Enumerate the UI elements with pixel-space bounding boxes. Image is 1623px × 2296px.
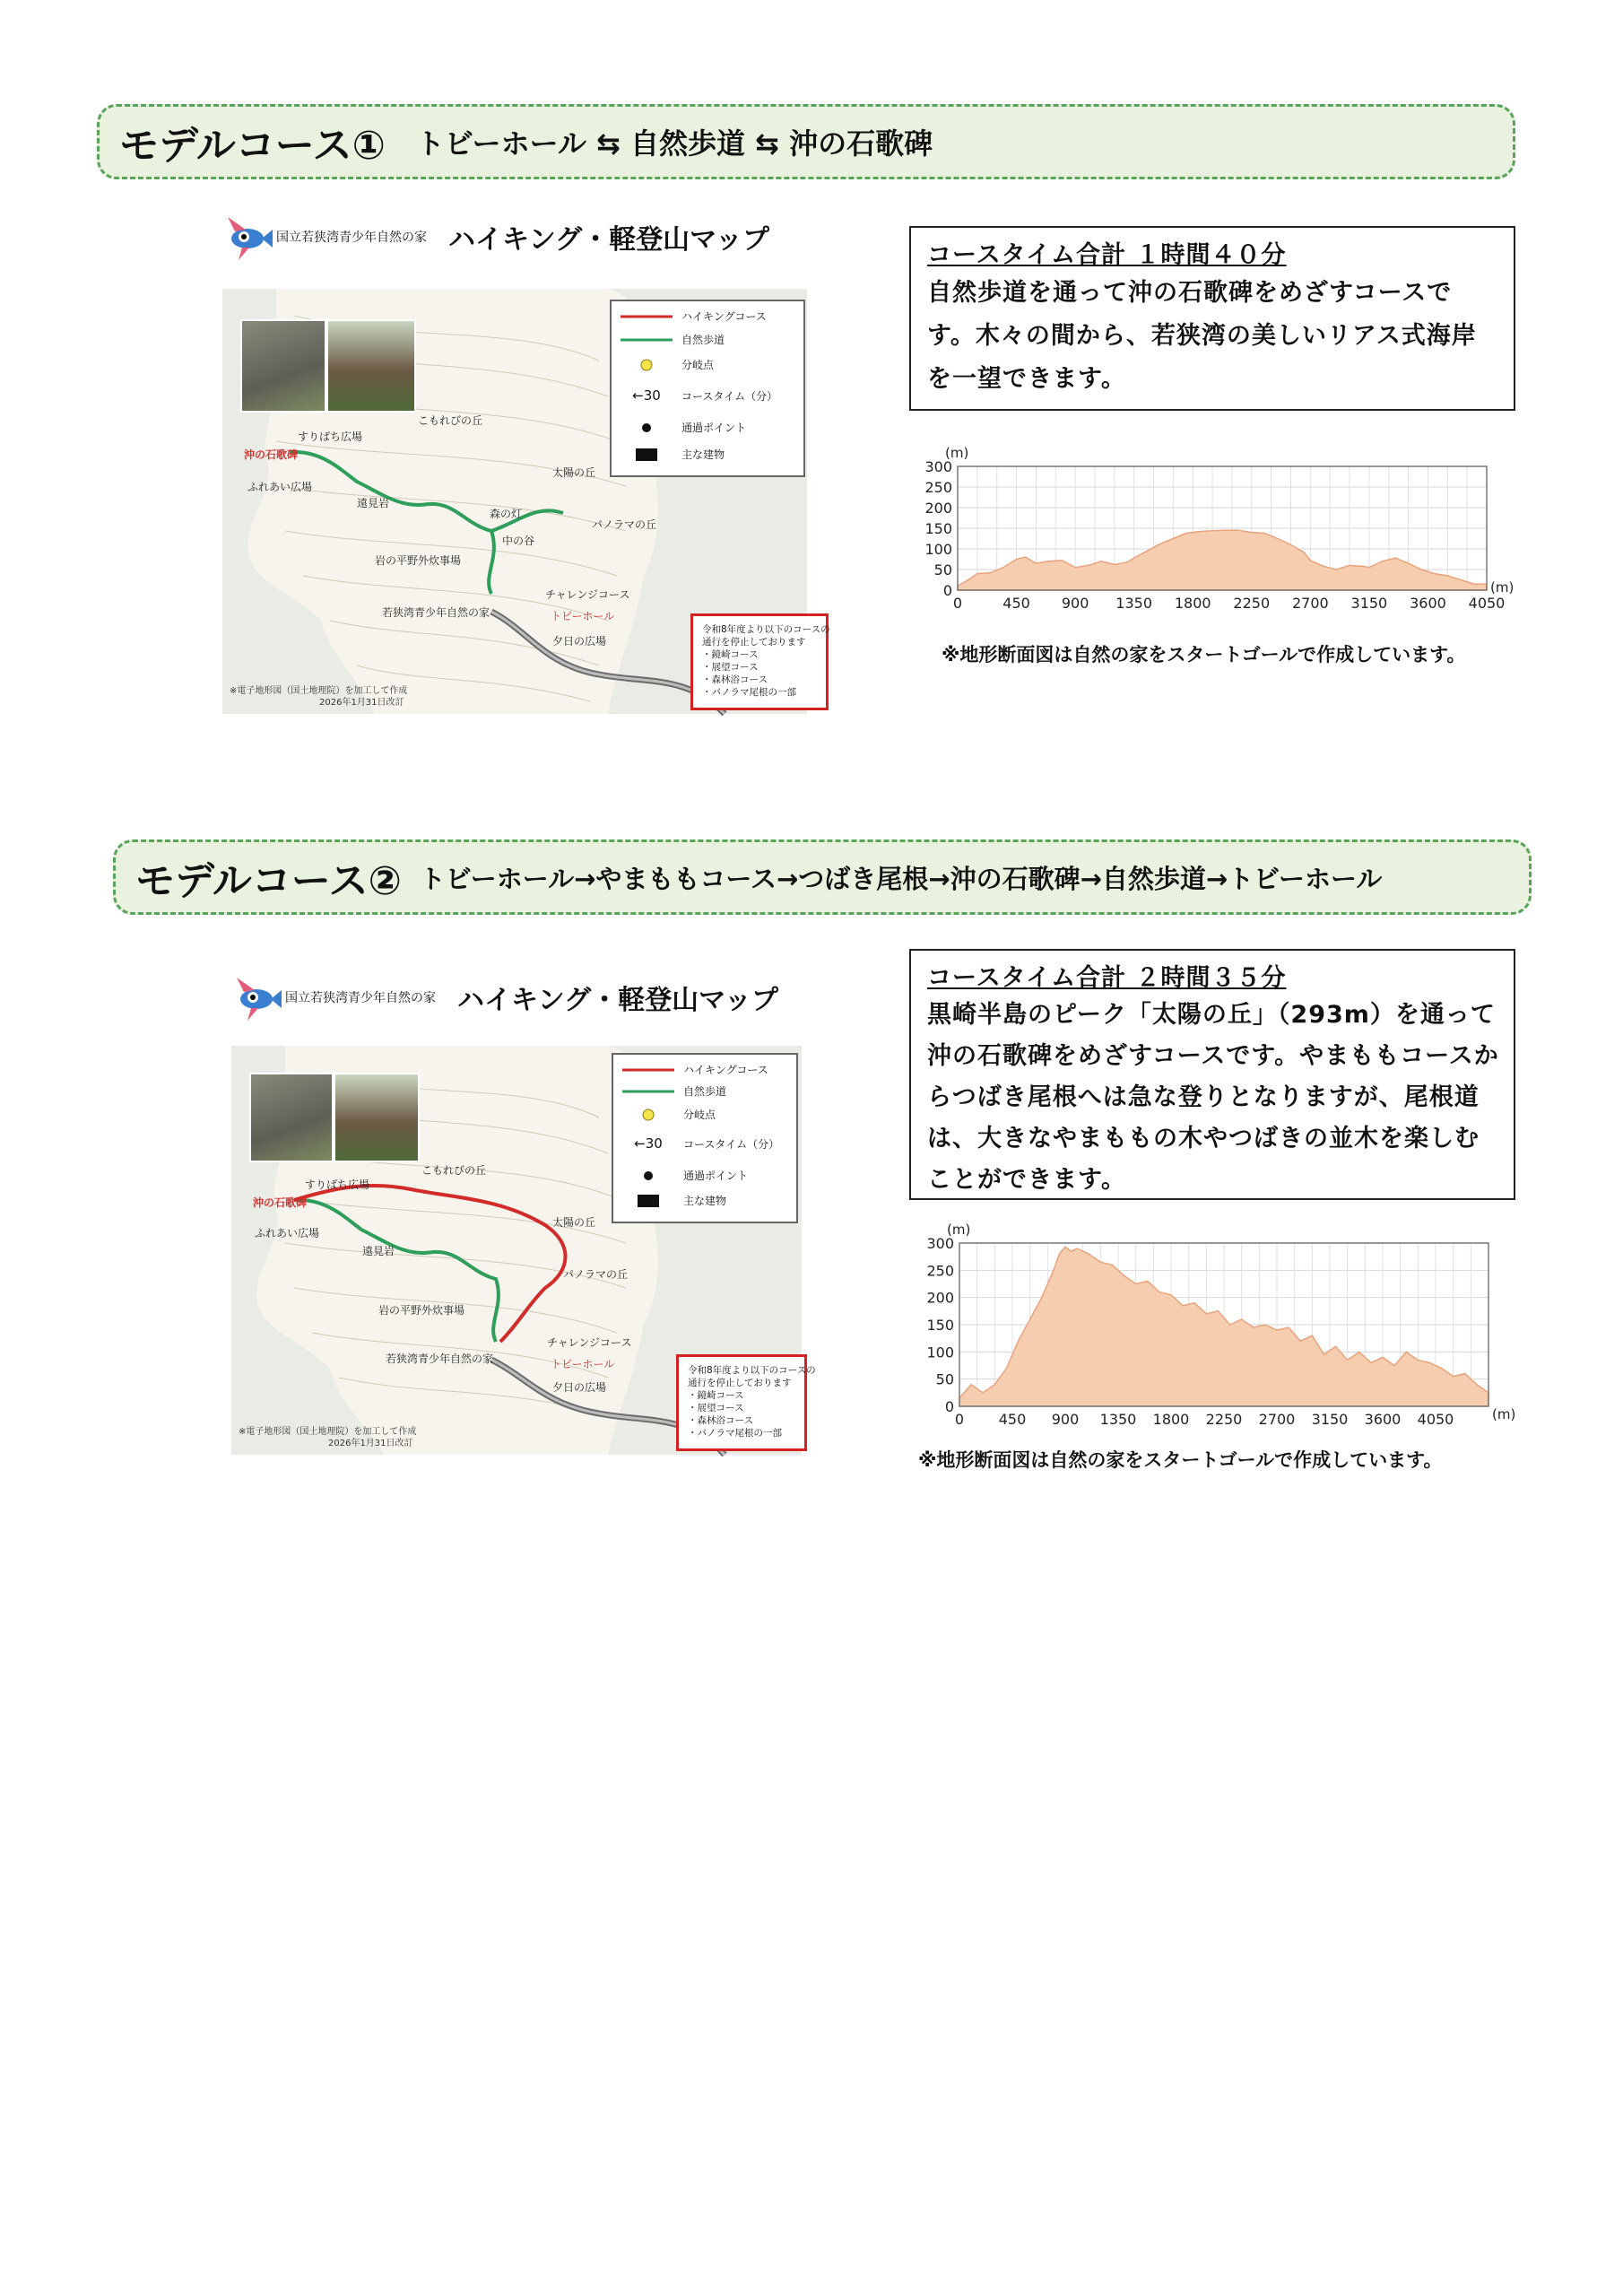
map-label-challenge: チャレンジコース [547, 1336, 632, 1349]
x-tick-label: 0 [952, 595, 963, 612]
map-label-fureai: ふれあい広場 [247, 481, 313, 493]
course2-time: コースタイム合計 ２時間３５分 [927, 964, 1287, 992]
x-tick-label: 450 [998, 1411, 1027, 1428]
legend-building: 主な建物 [621, 447, 725, 462]
y-tick-label: 150 [926, 1317, 954, 1334]
y-tick-label: 0 [942, 582, 952, 599]
x-axis-unit: (m) [1490, 579, 1515, 596]
map-label-challenge: チャレンジコース [545, 588, 630, 601]
map-header [222, 212, 769, 262]
course2-description-box [909, 949, 1515, 1200]
hiking-map [222, 289, 830, 714]
y-axis-unit: (m) [947, 1222, 971, 1238]
map-label-moribi: こもれびの丘 [418, 414, 483, 427]
course1-description-box [909, 226, 1515, 411]
course1-route: トビーホール ⇆ 自然歩道 ⇆ 沖の石歌碑 [415, 126, 933, 161]
y-tick-label: 250 [924, 479, 952, 496]
map-title: ハイキング・軽登山マップ [448, 224, 769, 256]
map-credit: ※電子地形図（国土地理院）を加工して作成 2026年1月31日改訂 [230, 686, 408, 708]
y-tick-label: 200 [926, 1289, 954, 1307]
map-photo-lookout [326, 319, 416, 413]
y-tick-label: 300 [924, 458, 952, 475]
x-tick-label: 3150 [1350, 595, 1388, 612]
y-tick-label: 0 [944, 1398, 954, 1415]
course1-description: 自然歩道を通って沖の石歌碑をめざすコースです。木々の間から、若狭湾の美しいリアス式海岸を一望できます。 [927, 279, 1477, 393]
map-label-okinoishi: 沖の石歌碑 [253, 1196, 308, 1209]
map-label-yuhi: 夕日の広場 [552, 635, 607, 648]
course2-title: モデルコース② [135, 858, 402, 904]
x-tick-label: 900 [1061, 595, 1089, 612]
course1-title: モデルコース① [119, 123, 386, 169]
x-tick-label: 2250 [1205, 1411, 1243, 1428]
course1-elevation-chart [909, 443, 1528, 622]
hiking-map [231, 1046, 816, 1455]
map-photo-lookout [334, 1073, 420, 1162]
map-title: ハイキング・軽登山マップ [457, 985, 778, 1016]
map-label-suribachi: すりばち広場 [298, 430, 363, 443]
map-org-name: 国立若狭湾青少年自然の家 [285, 991, 436, 1005]
x-tick-label: 450 [1002, 595, 1030, 612]
map-photo-stone [249, 1073, 334, 1162]
course1-banner [97, 104, 1515, 179]
x-tick-label: 3150 [1311, 1411, 1349, 1428]
map-label-panorama: パノラマの丘 [592, 518, 657, 531]
map-credit: ※電子地形図（国土地理院）を加工して作成 2026年1月31日改訂 [239, 1427, 417, 1448]
map-label-wakasa: 若狭湾青少年自然の家 [382, 606, 490, 619]
map-label-iwa: 岩の平野外炊事場 [375, 554, 462, 567]
map-org-name: 国立若狭湾青少年自然の家 [276, 230, 427, 245]
x-tick-label: 1800 [1152, 1411, 1190, 1428]
map-label-moribi: こもれびの丘 [421, 1164, 487, 1177]
y-tick-label: 300 [926, 1235, 954, 1252]
closure-notice: 令和8年度より以下のコースの 通行を停止しております ・鏡崎コース ・展望コース ・森林浴コース ・パノラマ尾根の一部 [690, 613, 829, 710]
course2-map-panel [228, 972, 820, 1474]
x-tick-label: 4050 [1417, 1411, 1454, 1428]
map-label-taiyo: 太陽の丘 [552, 466, 596, 479]
y-tick-label: 50 [935, 1370, 954, 1388]
fish-mascot-icon [231, 972, 282, 1022]
x-tick-label: 3600 [1410, 595, 1446, 612]
y-tick-label: 100 [924, 541, 952, 558]
legend-pass-point: 通過ポイント [622, 1168, 748, 1183]
x-tick-label: 900 [1051, 1411, 1080, 1428]
x-axis-unit: (m) [1492, 1406, 1516, 1422]
map-label-mori: 森の灯 [490, 508, 523, 520]
x-tick-label: 1350 [1115, 595, 1153, 612]
map-label-iwa: 岩の平野外炊事場 [378, 1304, 465, 1317]
course1-profile-note: ※地形断面図は自然の家をスタートゴールで作成しています。 [942, 644, 1466, 665]
fish-mascot-icon [222, 212, 273, 262]
map-label-yuhi: 夕日の広場 [552, 1381, 607, 1394]
map-label-tobyhall: トビーホール [551, 1358, 615, 1370]
legend-time: ←30 コースタイム（分） [632, 387, 778, 404]
y-tick-label: 150 [924, 520, 952, 537]
y-tick-label: 50 [933, 561, 952, 578]
legend-building: 主な建物 [622, 1193, 726, 1208]
map-legend [610, 300, 805, 477]
map-label-tomi: 遠見岩 [362, 1245, 395, 1257]
x-tick-label: 2700 [1291, 595, 1329, 612]
map-label-okinoishi: 沖の石歌碑 [244, 448, 299, 461]
course2-elevation-chart [909, 1216, 1528, 1431]
course1-map-panel [219, 212, 830, 714]
map-label-tomi: 遠見岩 [357, 497, 390, 509]
x-tick-label: 1350 [1099, 1411, 1137, 1428]
course2-banner [113, 839, 1532, 915]
y-tick-label: 200 [924, 500, 952, 517]
y-tick-label: 250 [926, 1262, 954, 1280]
x-tick-label: 1800 [1174, 595, 1211, 612]
x-tick-label: 0 [954, 1411, 965, 1428]
legend-nature-trail: 自然歩道 [683, 1085, 727, 1098]
map-label-wakasa: 若狭湾青少年自然の家 [386, 1352, 494, 1365]
map-legend [612, 1053, 798, 1223]
x-tick-label: 3600 [1364, 1411, 1402, 1428]
map-label-fureai: ふれあい広場 [255, 1227, 320, 1239]
course2-description: 黒崎半島のピーク「太陽の丘」（293m）を通って沖の石歌碑をめざすコースです。やまももコースからつばき尾根へは急な登りとなりますが、尾根道は、大きなやまももの木やつばきの並木を楽しむことができます。 [927, 1001, 1499, 1194]
legend-branch: 分岐点 [621, 357, 714, 372]
legend-hiking: ハイキングコース [681, 310, 767, 323]
x-tick-label: 2700 [1258, 1411, 1296, 1428]
x-tick-label: 4050 [1468, 595, 1506, 612]
map-label-panorama: パノラマの丘 [563, 1268, 629, 1281]
x-tick-label: 2250 [1233, 595, 1271, 612]
legend-nature-trail: 自然歩道 [681, 334, 725, 346]
legend-time: ←30 コースタイム（分） [634, 1135, 780, 1152]
course2-route: トビーホール→やまももコース→つばき尾根→沖の石歌碑→自然歩道→トビーホール [419, 863, 1383, 894]
legend-hiking: ハイキングコース [683, 1064, 768, 1076]
course2-profile-note: ※地形断面図は自然の家をスタートゴールで作成しています。 [918, 1449, 1443, 1471]
y-axis-unit: (m) [945, 445, 969, 461]
map-label-naka: 中の谷 [502, 535, 535, 547]
map-label-suribachi: すりばち広場 [305, 1178, 370, 1191]
map-photo-stone [240, 319, 326, 413]
map-label-tobyhall: トビーホール [551, 610, 615, 622]
legend-branch: 分岐点 [622, 1107, 716, 1122]
closure-notice: 令和8年度より以下のコースの 通行を停止しております ・鏡崎コース ・展望コース ・森林浴コース ・パノラマ尾根の一部 [676, 1354, 807, 1451]
legend-pass-point: 通過ポイント [621, 420, 746, 435]
y-tick-label: 100 [926, 1344, 954, 1361]
map-header [231, 972, 778, 1022]
map-label-taiyo: 太陽の丘 [552, 1216, 596, 1229]
course1-time: コースタイム合計 １時間４０分 [927, 241, 1287, 269]
